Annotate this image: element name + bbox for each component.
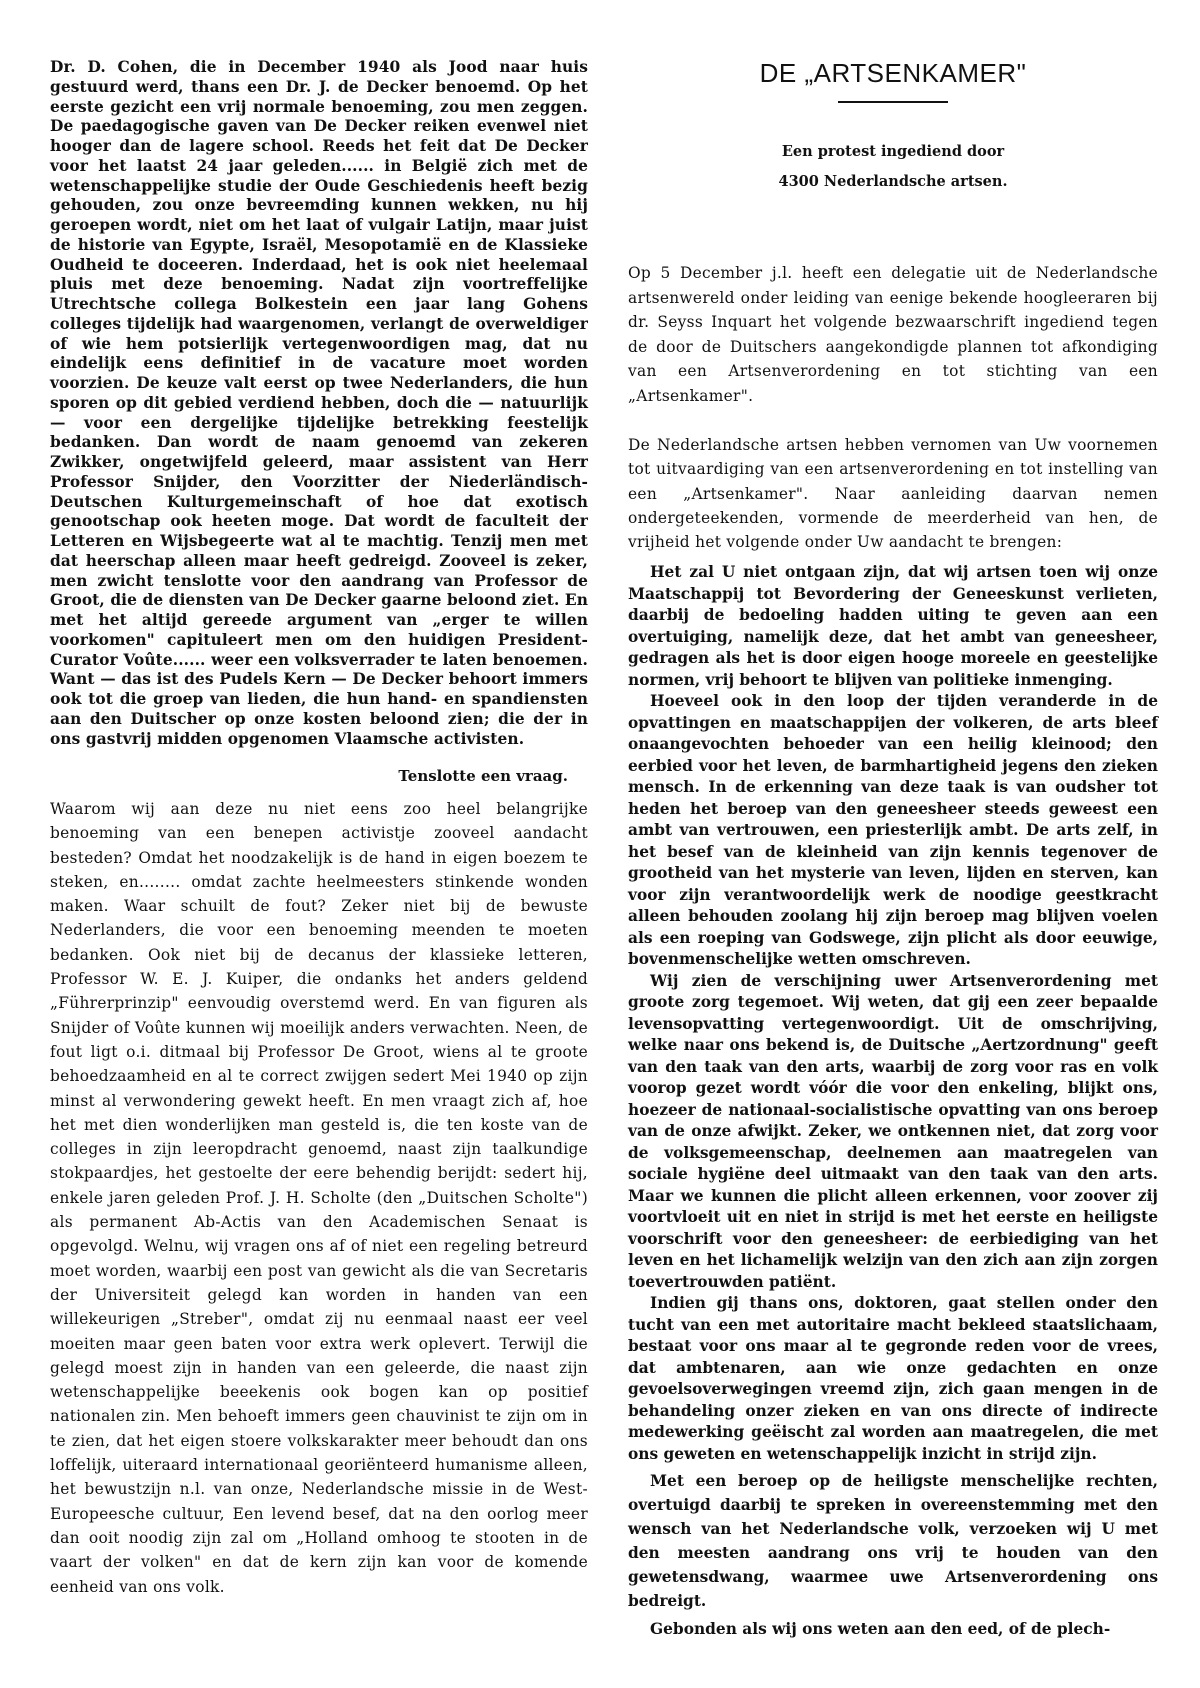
left-subheading: Tenslotte een vraag.: [398, 767, 568, 786]
left-paragraph-2: Waarom wij aan deze nu niet eens zoo heel belangrijke benoeming van een benepen activistje zooveel aandacht besteden? Omdat het noodzakelijk is de hand in eigen boezem te steken, en........ omdat zachte heelmeesters stinkende wonden maken. Waar schuilt de fout? Zeker niet bij de bewuste Nederlanders, die voor een benoeming meenden te moeten bedanken. Ook niet bij de decanus der klassieke letteren, Professor W. E. J. Kuiper, die ondanks het anders geldend „Führerprinzip" eenvoudig overstemd werd. En van figuren als Snijder of Voûte kunnen wij moeilijk anders verwachten. Neen, de fout ligt o.i. ditmaal bij Professor De Groot, wiens al te groote behoedzaamheid en al te correct zwijgen sedert Mei 1940 op zijn minst al verwondering gewekt heeft. En men vraagt zich af, hoe het met dien wonderlijken man gesteld is, die ten koste van de colleges in zijn leeropdracht genoemd, naast zijn taalkundige stokpaardjes, het gestoelte der eere behendig berijdt: sedert hij, enkele jaren geleden Prof. J. H. Scholte (den „Duitschen Scholte") als permanent Ab-Actis van den Academischen Senaat is opgevolgd. Welnu, wij vragen ons af of niet een regeling betreurd moet worden, waarbij een post van gewicht als die van Secretaris der Universiteit gelegd kan worden in handen van een willekeurigen „Streber", omdat zij nu eenmaal naast eer veel moeiten maar geen baten voor extra werk oplevert. Terwijl die gelegd moest zijn in handen van een geleerde, die naast zijn wetenschappelijke beeekenis ook bogen kan op positief nationalen zin. Men behoeft immers geen chauvinist te zijn om in te zien, dat het eigen stoere volkskarakter meer behoudt dan ons loffelijk, uiteraard internationaal georiënteerd humanisme alleen, het bewustzijn n.l. van onze, Nederlandsche missie in de West-Europeesche cultuur, Een levend besef, dat na den oorlog meer dan ooit noodig zijn zal om „Holland omhoog te stooten in de vaart der volken" en dat de kern zijn kan voor de komende eenheid van ons volk.: [50, 800, 588, 1596]
letter-paragraph-3: Wij zien de verschijning uwer Artsenverordening met groote zorg tegemoet. Wij weten, dat gij een zeer bepaalde levensopvatting vertegenwoordigt. Uit de omschrijving, welke naar ons bekend is, de Duitsche „Aertzordnung" geeft van den taak van den arts, waarbij de zorg voor ras en volk voorop gezet wordt vóór die voor den enkeling, blijkt ons, hoezeer de nationaal-socialistische opvatting van ons beroep van de onze afwijkt. Zeker, we ontkennen niet, dat zorg voor de volksgemeenschap, deelnemen aan maatregelen van sociale hygiëne deel uitmaakt van den taak van den arts. Maar we kunnen die plicht alleen erkennen, voor zoover zij voortvloeit uit en niet in strijd is met het eerste en heiligste voorschrift voor den geneesheer: de eerbiediging van het leven en het lichamelijk welzijn van den zich aan zijn zorgen toevertrouwden patiënt.: [628, 971, 1158, 1291]
letter-paragraph-6: Gebonden als wij ons weten aan den eed, of de plech-: [650, 1620, 1111, 1639]
protest-letter: [628, 562, 1158, 1641]
letter-paragraph-5: Met een beroep op de heiligste menschelijke rechten, overtuigd daarbij te spreken in overeenstemming met den wensch van het Nederlandsche volk, verzoeken wij U met den meesten aandrang ons vrij te houden van den gewetensdwang, waarmee uwe Artsenverordening ons bedreigt.: [628, 1472, 1158, 1611]
left-column: [50, 58, 588, 1599]
article-body: De Nederlandsche artsen hebben vernomen van Uw voornemen tot uitvaardiging van een artsenverordening en tot instelling van een „Artsenkamer". Naar aanleiding daarvan nemen ondergeteekenden, vormende de meerderheid van hen, de vrijheid het volgende onder Uw aandacht te brengen:: [628, 436, 1158, 552]
article-deck: [628, 137, 1158, 197]
article-headline: DE „ARTSENKAMER": [759, 58, 1027, 88]
article-intro: Op 5 December j.l. heeft een delegatie uit de Nederlandsche artsenwereld onder leiding van eenige bekende hoogleeraren bij dr. Seyss Inquart het volgende bezwaarschrift ingediend tegen de door de Duitschers aangekondigde plannen tot afkondiging van een Artsenverordening en tot stichting van een „Artsenkamer".: [628, 264, 1158, 405]
letter-paragraph-2: Hoeveel ook in den loop der tijden veranderde in de opvattingen en maatschappijen der volkeren, de arts bleef onaangevochten behoeder van een heilig kleinood; den eerbied voor het leven, de barmhartigheid jegens den zieken mensch. In de erkenning van deze taak is van oudsher tot heden het beroep van den geneesheer steeds geweest een ambt van vertrouwen, een priesterlijk ambt. De arts zelf, in het besef van de kleinheid van zijn kennis tegenover de grootheid van het mysterie van leven, lijden en sterven, kan voor zijn verantwoordelijk werk de noodige geestkracht alleen behouden zoolang hij zijn beroep mag blijven voelen als een roeping van Godswege, zijn plicht als door eeuwige, bovenmenschelijke wetten omschreven.: [628, 692, 1158, 969]
letter-paragraph-4: Indien gij thans ons, doktoren, gaat stellen onder den tucht van een met autoritaire macht bekleed staatslichaam, bestaat voor ons maar al te gegronde reden voor de vrees, dat ambtenaren, aan wie onze gedachten en onze gevoelsoverwegingen vreemd zijn, zich gaan mengen in de behandeling onzer zieken en van ons directe of indirecte medewerking geëischt zal worden aan maatregelen, die met ons geweten en wetenschappelijk inzicht in strijd zijn.: [628, 1294, 1158, 1463]
left-paragraph-1: Dr. D. Cohen, die in December 1940 als Jood naar huis gestuurd werd, thans een Dr. J. de Decker benoemd. Op het eerste gezicht een vrij normale benoeming, zou men zeggen. De paedagogische gaven van De Decker reiken evenwel niet hooger dan de lagere school. Reeds het feit dat De Decker voor het laatst 24 jaar geleden...... in België zich met de wetenschappelijke studie der Oude Geschiedenis heeft bezig gehouden, zou onze bevreemding kunnen wekken, nu hij geroepen wordt, niet om het laat of vulgair Latijn, maar juist de historie van Egypte, Israël, Mesopotamië en de Klassieke Oudheid te doceeren. Inderdaad, het is ook niet heelemaal pluis met deze benoeming. Nadat zijn voortreffelijke Utrechtsche collega Bolkestein een jaar lang Gohens colleges tijdelijk had waargenomen, verlangt de overweldiger of wie hem potsierlijk vertegenwoordigen mag, dat nu eindelijk eens definitief in de vacature moet worden voorzien. De keuze valt eerst op twee Nederlanders, die hun sporen op dit gebied verdiend hebben, doch die — natuurlijk — voor een dergelijke tijdelijke betrekking feestelijk bedanken. Dan wordt de naam genoemd van zekeren Zwikker, ongetwijfeld geleerd, maar assistent van Herr Professor Snijder, den Voorzitter der Niederländisch-Deutschen Kulturgemeinschaft of hoe dat exotisch genootschap ook heeten moge. Dat wordt de faculteit der Letteren en Wijsbegeerte wat al te machtig. Tenzij men met dat heerschap alleen maar heeft gedreigd. Zooveel is zeker, men zwicht tenslotte voor den aandrang van Professor de Groot, die de diensten van De Decker gaarne beloond ziet. En met het altijd gereede argument van „erger te willen voorkomen" capituleert men om den huidigen President-Curator Voûte...... weer een volksverrader te laten benoemen. Want — das ist des Pudels Kern — De Decker behoort immers ook tot die groep van lieden, die hun hand- en spandiensten aan den Duitscher op onze kosten beloond zien; die der in ons gastvrij midden opgenomen Vlaamsche activisten.: [50, 58, 588, 748]
letter-paragraph-1: Het zal U niet ontgaan zijn, dat wij artsen toen wij onze Maatschappij tot Bevordering der Geneeskunst verlieten, daarbij de bedoeling hadden uiting te geven aan een overtuiging, namelijk deze, dat het ambt van geneesheer, gedragen als het is door eigen hooge moreele en geestelijke normen, vrij behoort te blijven van politieke inmenging.: [628, 563, 1158, 689]
headline-rule: [838, 101, 948, 103]
right-column: [628, 58, 1158, 1641]
deck-line-1: Een protest ingediend door: [781, 143, 1005, 160]
deck-line-2: 4300 Nederlandsche artsen.: [778, 173, 1008, 190]
